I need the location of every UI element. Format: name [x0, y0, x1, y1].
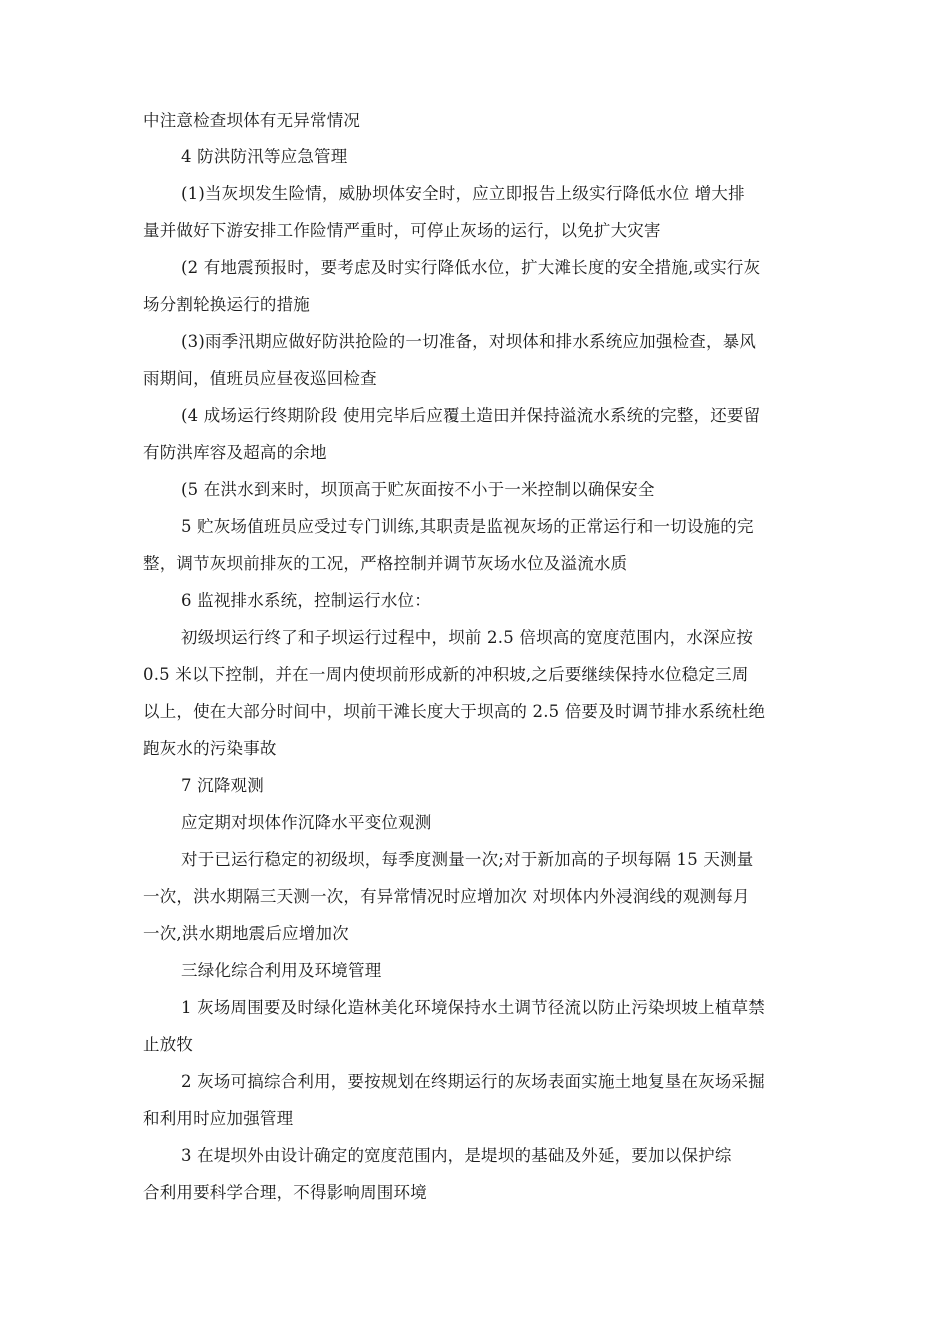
section-heading: 7 沉降观测: [181, 776, 264, 795]
text-line: 止放牧: [143, 1035, 194, 1054]
text-line: (4 成场运行终期阶段 使用完毕后应覆土造田并保持溢流水系统的完整，还要留: [181, 406, 761, 425]
text-line: 整，调节灰坝前排灰的工况，严格控制并调节灰场水位及溢流水质: [143, 554, 628, 573]
text-line: 对于已运行稳定的初级坝，每季度测量一次;对于新加高的子坝每隔 15 天测量: [181, 850, 754, 869]
text-line: 1 灰场周围要及时绿化造林美化环境保持水土调节径流以防止污染坝坡上植草禁: [181, 998, 765, 1017]
text-line: 以上，使在大部分时间中，坝前干滩长度大于坝高的 2.5 倍要及时调节排水系统杜绝: [143, 702, 766, 721]
text-line: 量并做好下游安排工作险情严重时，可停止灰场的运行，以免扩大灾害: [143, 221, 661, 240]
section-heading: 4 防洪防汛等应急管理: [181, 147, 348, 166]
text-line: (1)当灰坝发生险情，威胁坝体安全时，应立即报告上级实行降低水位 增大排: [181, 184, 745, 203]
text-line: 3 在堤坝外由设计确定的宽度范围内，是堤坝的基础及外延，要加以保护综: [181, 1146, 732, 1165]
text-line: (2 有地震预报时，要考虑及时实行降低水位，扩大滩长度的安全措施,或实行灰: [181, 258, 761, 277]
text-line: 0.5 米以下控制，并在一周内使坝前形成新的冲积坡,之后要继续保持水位稳定三周: [143, 665, 749, 684]
text-line: 初级坝运行终了和子坝运行过程中，坝前 2.5 倍坝高的宽度范围内，水深应按: [181, 628, 754, 647]
section-heading: 6 监视排水系统，控制运行水位：: [181, 591, 431, 610]
text-line: 有防洪库容及超高的余地: [143, 443, 327, 462]
section-heading: 三绿化综合利用及环境管理: [181, 961, 382, 980]
text-line: 一次，洪水期隔三天测一次，有异常情况时应增加次 对坝体内外浸润线的观测每月: [143, 887, 750, 906]
text-line: 应定期对坝体作沉降水平变位观测: [181, 813, 432, 832]
text-line: (5 在洪水到来时，坝顶高于贮灰面按不小于一米控制以确保安全: [181, 480, 655, 499]
text-line: 一次,洪水期地震后应增加次: [143, 924, 349, 943]
text-line: 跑灰水的污染事故: [143, 739, 277, 758]
text-line: 和利用时应加强管理: [143, 1109, 294, 1128]
text-line: 雨期间，值班员应昼夜巡回检查: [143, 369, 377, 388]
text-line: (3)雨季汛期应做好防洪抢险的一切准备，对坝体和排水系统应加强检查，暴风: [181, 332, 757, 351]
text-line: 中注意检查坝体有无异常情况: [143, 111, 361, 130]
text-line: 2 灰场可搞综合利用，要按规划在终期运行的灰场表面实施土地复垦在灰场采掘: [181, 1072, 765, 1091]
text-line: 场分割轮换运行的措施: [143, 295, 310, 314]
text-line: 5 贮灰场值班员应受过专门训练,其职责是监视灰场的正常运行和一切设施的完: [181, 517, 754, 536]
text-line: 合利用要科学合理，不得影响周围环境: [143, 1183, 427, 1202]
